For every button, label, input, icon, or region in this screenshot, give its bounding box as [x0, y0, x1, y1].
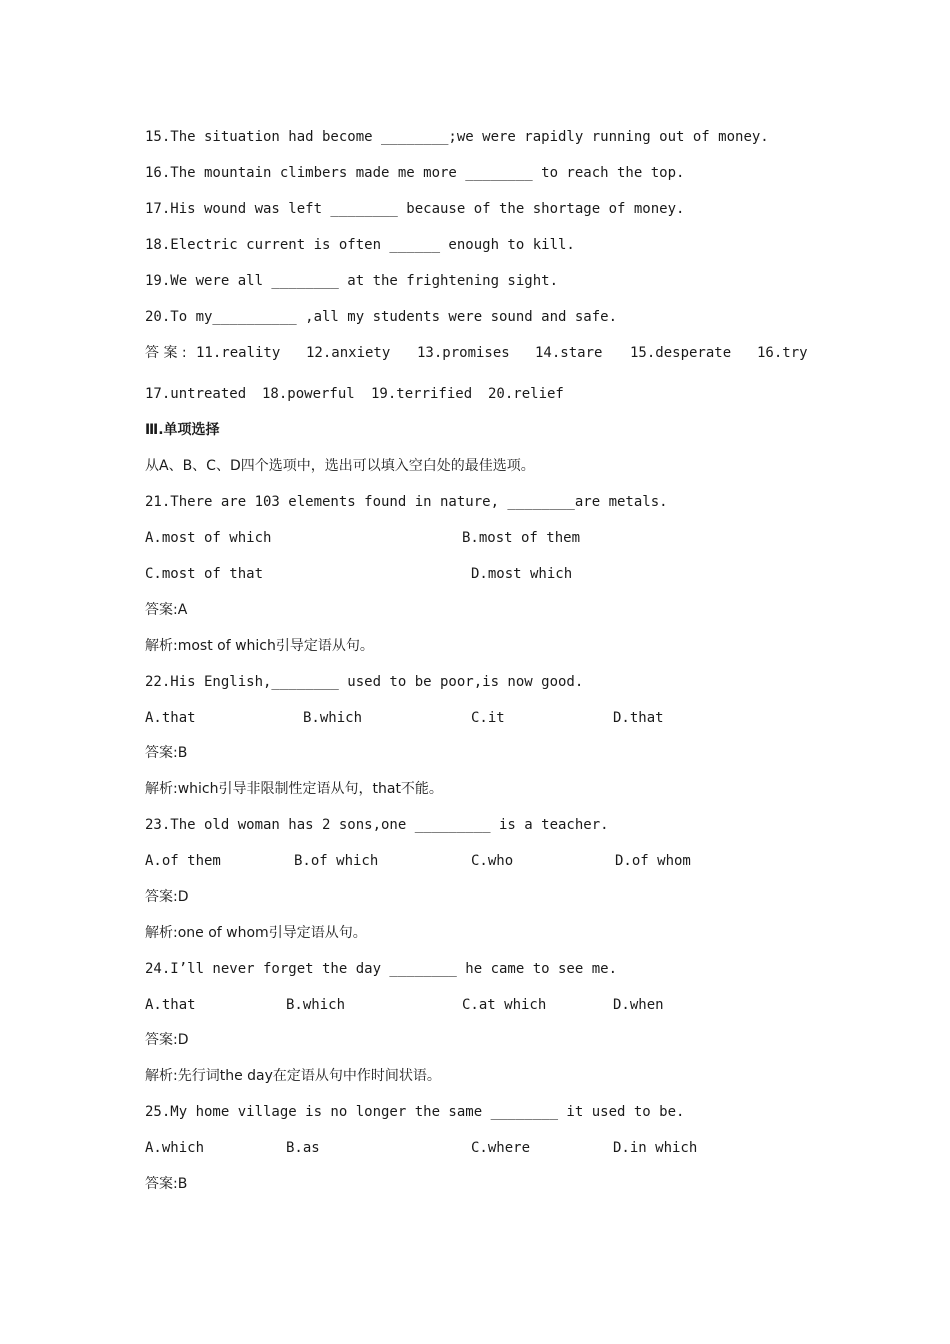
- mcq-24-answer: 答案:D: [145, 1032, 189, 1048]
- mcq-23-option-c: C.who: [471, 853, 514, 869]
- section-instruction: 从A、B、C、D四个选项中，选出可以填入空白处的最佳选项。: [145, 458, 535, 474]
- mcq-25-option-c: C.where: [471, 1140, 531, 1156]
- answer-17: 17.untreated: [145, 386, 247, 402]
- answer-14: 14.stare: [535, 345, 603, 361]
- mcq-25-option-a: A.which: [145, 1140, 205, 1156]
- mcq-22-option-b: B.which: [303, 710, 363, 726]
- mcq-22-answer: 答案:B: [145, 745, 188, 761]
- mcq-23-option-d: D.of whom: [615, 853, 691, 869]
- mcq-24-option-c: C.at which: [462, 997, 547, 1013]
- answer-13: 13.promises: [417, 345, 510, 361]
- mcq-23-question: 23.The old woman has 2 sons,one _________ is a teacher.: [145, 817, 609, 833]
- answer-11: 11.reality: [196, 345, 281, 361]
- mcq-25-question: 25.My home village is no longer the same ________ it used to be.: [145, 1104, 685, 1120]
- mcq-24-option-d: D.when: [613, 997, 664, 1013]
- mcq-21-question: 21.There are 103 elements found in nature, ________are metals.: [145, 494, 668, 510]
- answer-19: 19.terrified: [371, 386, 473, 402]
- mcq-21-option-a: A.most of which: [145, 530, 272, 546]
- mcq-22-explanation: 解析:which引导非限制性定语从句，that不能。: [145, 781, 443, 797]
- answer-16: 16.try: [757, 345, 808, 361]
- question-15: 15.The situation had become ________;we were rapidly running out of money.: [145, 129, 769, 145]
- section-heading: Ⅲ.单项选择: [145, 422, 220, 438]
- mcq-25-answer: 答案:B: [145, 1176, 188, 1192]
- mcq-24-question: 24.I’ll never forget the day ________ he came to see me.: [145, 961, 618, 977]
- mcq-23-option-b: B.of which: [294, 853, 379, 869]
- mcq-24-option-a: A.that: [145, 997, 196, 1013]
- mcq-25-option-b: B.as: [286, 1140, 320, 1156]
- mcq-23-answer: 答案:D: [145, 889, 189, 905]
- mcq-21-explanation: 解析:most of which引导定语从句。: [145, 638, 374, 654]
- mcq-21-answer: 答案:A: [145, 602, 188, 618]
- answer-20: 20.relief: [488, 386, 564, 402]
- mcq-21-option-d: D.most which: [471, 566, 573, 582]
- question-17: 17.His wound was left ________ because of the shortage of money.: [145, 201, 685, 217]
- mcq-23-explanation: 解析:one of whom引导定语从句。: [145, 925, 367, 941]
- answers-label: 答 案 :: [145, 345, 187, 361]
- mcq-25-option-d: D.in which: [613, 1140, 698, 1156]
- answer-18: 18.powerful: [262, 386, 355, 402]
- question-16: 16.The mountain climbers made me more ________ to reach the top.: [145, 165, 685, 181]
- mcq-22-option-c: C.it: [471, 710, 505, 726]
- mcq-22-option-a: A.that: [145, 710, 196, 726]
- question-19: 19.We were all ________ at the frightening sight.: [145, 273, 559, 289]
- mcq-21-option-b: B.most of them: [462, 530, 581, 546]
- mcq-22-question: 22.His English,________ used to be poor,is now good.: [145, 674, 584, 690]
- mcq-24-explanation: 解析:先行词the day在定语从句中作时间状语。: [145, 1068, 441, 1084]
- mcq-22-option-d: D.that: [613, 710, 664, 726]
- question-20: 20.To my__________ ,all my students were sound and safe.: [145, 309, 618, 325]
- mcq-24-option-b: B.which: [286, 997, 346, 1013]
- mcq-23-option-a: A.of them: [145, 853, 221, 869]
- mcq-21-option-c: C.most of that: [145, 566, 264, 582]
- answer-12: 12.anxiety: [306, 345, 391, 361]
- question-18: 18.Electric current is often ______ enough to kill.: [145, 237, 575, 253]
- answer-15: 15.desperate: [630, 345, 732, 361]
